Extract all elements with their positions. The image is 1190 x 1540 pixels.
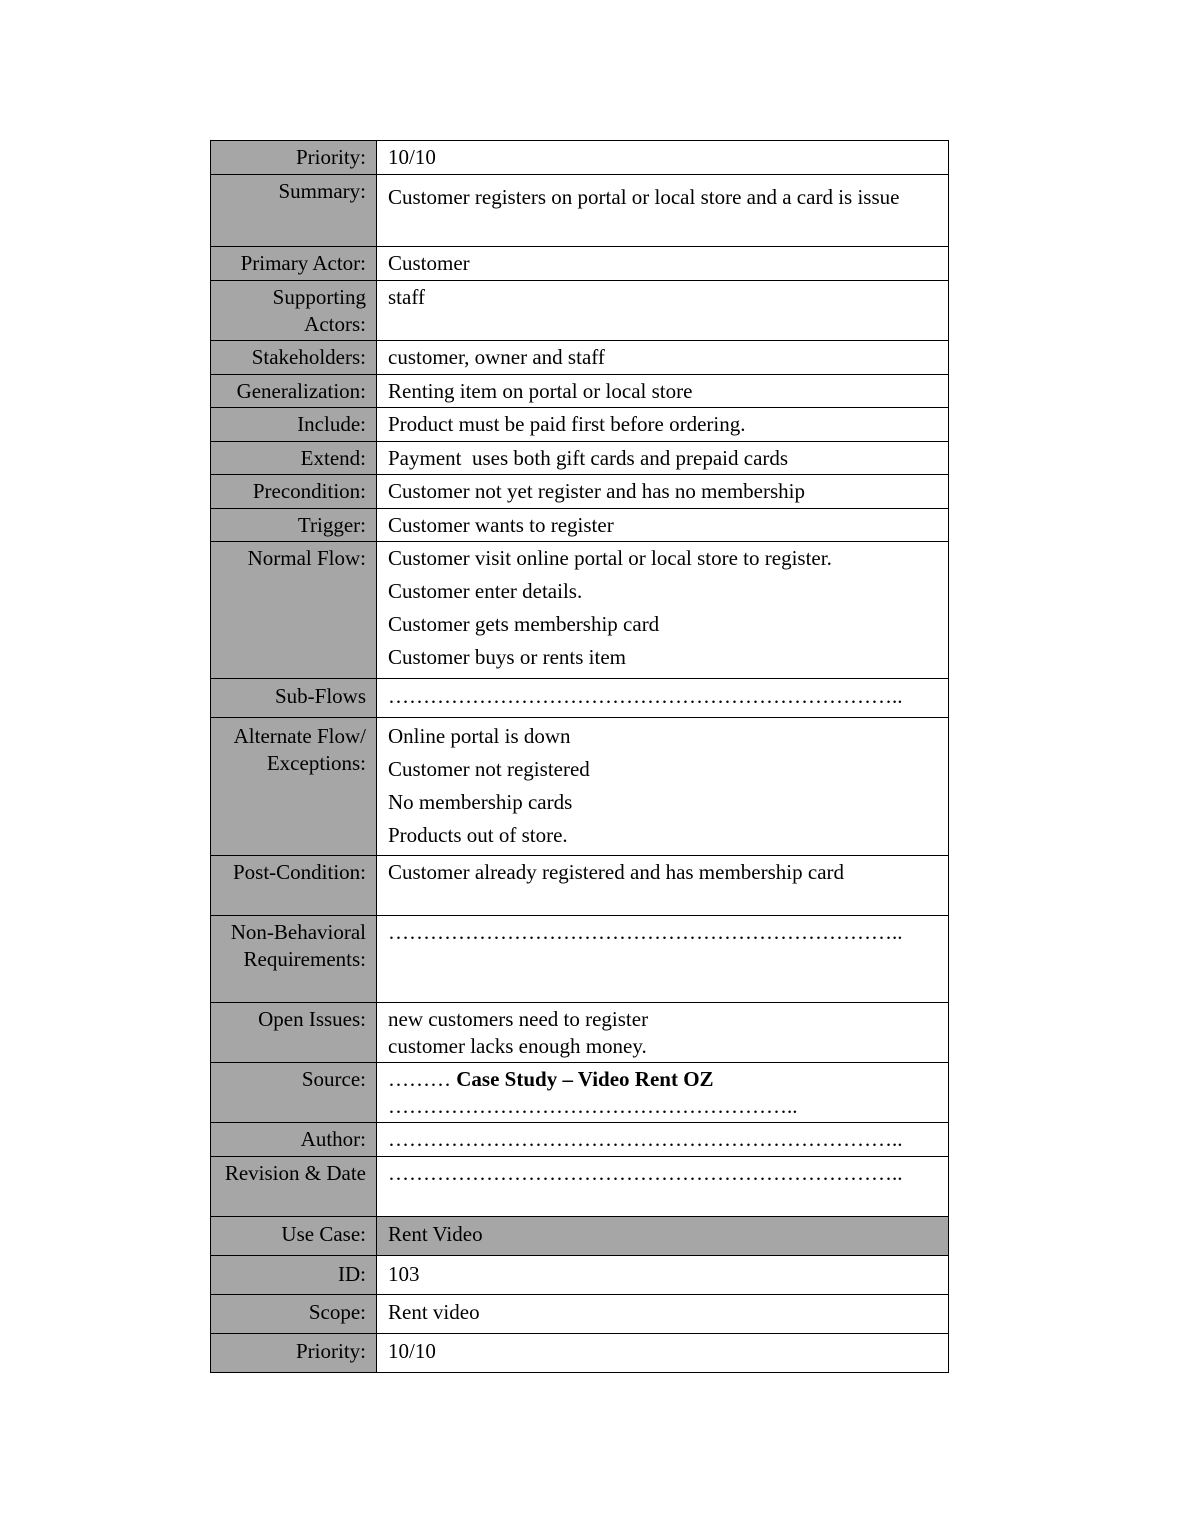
row-priority [211, 141, 949, 175]
source-suffix: ………………………………………………….. [388, 1094, 798, 1118]
label-summary: Summary: [211, 175, 377, 247]
label-trigger: Trigger: [211, 509, 377, 542]
label-supporting-actors: Supporting Actors: [211, 281, 377, 341]
label-priority-2: Priority: [211, 1334, 377, 1373]
value-extend [377, 442, 949, 475]
label-stakeholders: Stakeholders: [211, 341, 377, 375]
row-open-issues [211, 1003, 949, 1063]
value-sub-flows: ……………………………………………………………….. [377, 679, 949, 718]
label-generalization: Generalization: [211, 375, 377, 408]
alternate-flow-step: Customer not registered [388, 757, 590, 781]
value-use-case: Rent Video [377, 1217, 949, 1256]
value-author: ……………………………………………………………….. [377, 1123, 949, 1157]
row-id [211, 1256, 949, 1295]
value-scope: Rent video [377, 1295, 949, 1334]
row-non-behavioral [211, 916, 949, 1003]
label-extend: Extend: [211, 442, 377, 475]
value-trigger: Customer wants to register [377, 509, 949, 542]
label-revision: Revision & Date [211, 1157, 377, 1217]
row-primary-actor [211, 247, 949, 281]
value-generalization: Renting item on portal or local store [377, 375, 949, 408]
normal-flow-step: Customer enter details. [388, 579, 583, 603]
label-use-case: Use Case: [211, 1217, 377, 1256]
value-precondition: Customer not yet register and has no membership [377, 475, 949, 509]
value-summary [377, 175, 949, 247]
label-sub-flows: Sub-Flows [211, 679, 377, 718]
value-stakeholders: customer, owner and staff [377, 341, 949, 375]
label-author: Author: [211, 1123, 377, 1157]
value-alternate-flow [377, 718, 949, 856]
value-post-condition: Customer already registered and has membership card [377, 856, 949, 916]
row-source [211, 1063, 949, 1123]
label-priority: Priority: [211, 141, 377, 175]
use-case-table [210, 140, 949, 1373]
label-open-issues: Open Issues: [211, 1003, 377, 1063]
value-revision: ……………………………………………………………….. [377, 1157, 949, 1217]
row-precondition [211, 475, 949, 509]
open-issue-item: customer lacks enough money. [388, 1034, 647, 1058]
row-alternate-flow [211, 718, 949, 856]
alternate-flow-step: Products out of store. [388, 823, 568, 847]
value-primary-actor: Customer [377, 247, 949, 281]
label-alternate-flow: Alternate Flow/ Exceptions: [211, 718, 377, 856]
value-normal-flow [377, 542, 949, 679]
open-issue-item: new customers need to register [388, 1007, 649, 1031]
value-open-issues [377, 1003, 949, 1063]
alternate-flow-step: Online portal is down [388, 724, 571, 748]
source-prefix: ……… [388, 1067, 457, 1091]
row-revision [211, 1157, 949, 1217]
value-source [377, 1063, 949, 1123]
value-id: 103 [377, 1256, 949, 1295]
value-supporting-actors: staff [377, 281, 949, 341]
extend-text: Payment uses both gift cards and prepaid cards [388, 446, 789, 470]
row-normal-flow [211, 542, 949, 679]
value-include: Product must be paid first before ordering. [377, 408, 949, 442]
row-priority-2 [211, 1334, 949, 1373]
normal-flow-step: Customer visit online portal or local store to register. [388, 546, 832, 570]
label-scope: Scope: [211, 1295, 377, 1334]
row-summary [211, 175, 949, 247]
label-include: Include: [211, 408, 377, 442]
row-stakeholders [211, 341, 949, 375]
normal-flow-step: Customer buys or rents item [388, 645, 626, 669]
value-priority: 10/10 [377, 141, 949, 175]
row-supporting-actors [211, 281, 949, 341]
alternate-flow-step: No membership cards [388, 790, 573, 814]
label-normal-flow: Normal Flow: [211, 542, 377, 679]
label-id: ID: [211, 1256, 377, 1295]
row-use-case [211, 1217, 949, 1256]
normal-flow-step: Customer gets membership card [388, 612, 660, 636]
label-primary-actor: Primary Actor: [211, 247, 377, 281]
label-non-behavioral: Non-Behavioral Requirements: [211, 916, 377, 1003]
row-trigger [211, 509, 949, 542]
label-post-condition: Post-Condition: [211, 856, 377, 916]
label-source: Source: [211, 1063, 377, 1123]
value-priority-2: 10/10 [377, 1334, 949, 1373]
row-scope [211, 1295, 949, 1334]
source-title: Case Study – Video Rent OZ [456, 1067, 714, 1091]
row-author [211, 1123, 949, 1157]
row-generalization [211, 375, 949, 408]
row-include [211, 408, 949, 442]
row-post-condition [211, 856, 949, 916]
row-sub-flows [211, 679, 949, 718]
value-non-behavioral: ……………………………………………………………….. [377, 916, 949, 1003]
row-extend [211, 442, 949, 475]
label-precondition: Precondition: [211, 475, 377, 509]
summary-text: Customer registers on portal or local store and a card is issue [388, 185, 900, 209]
